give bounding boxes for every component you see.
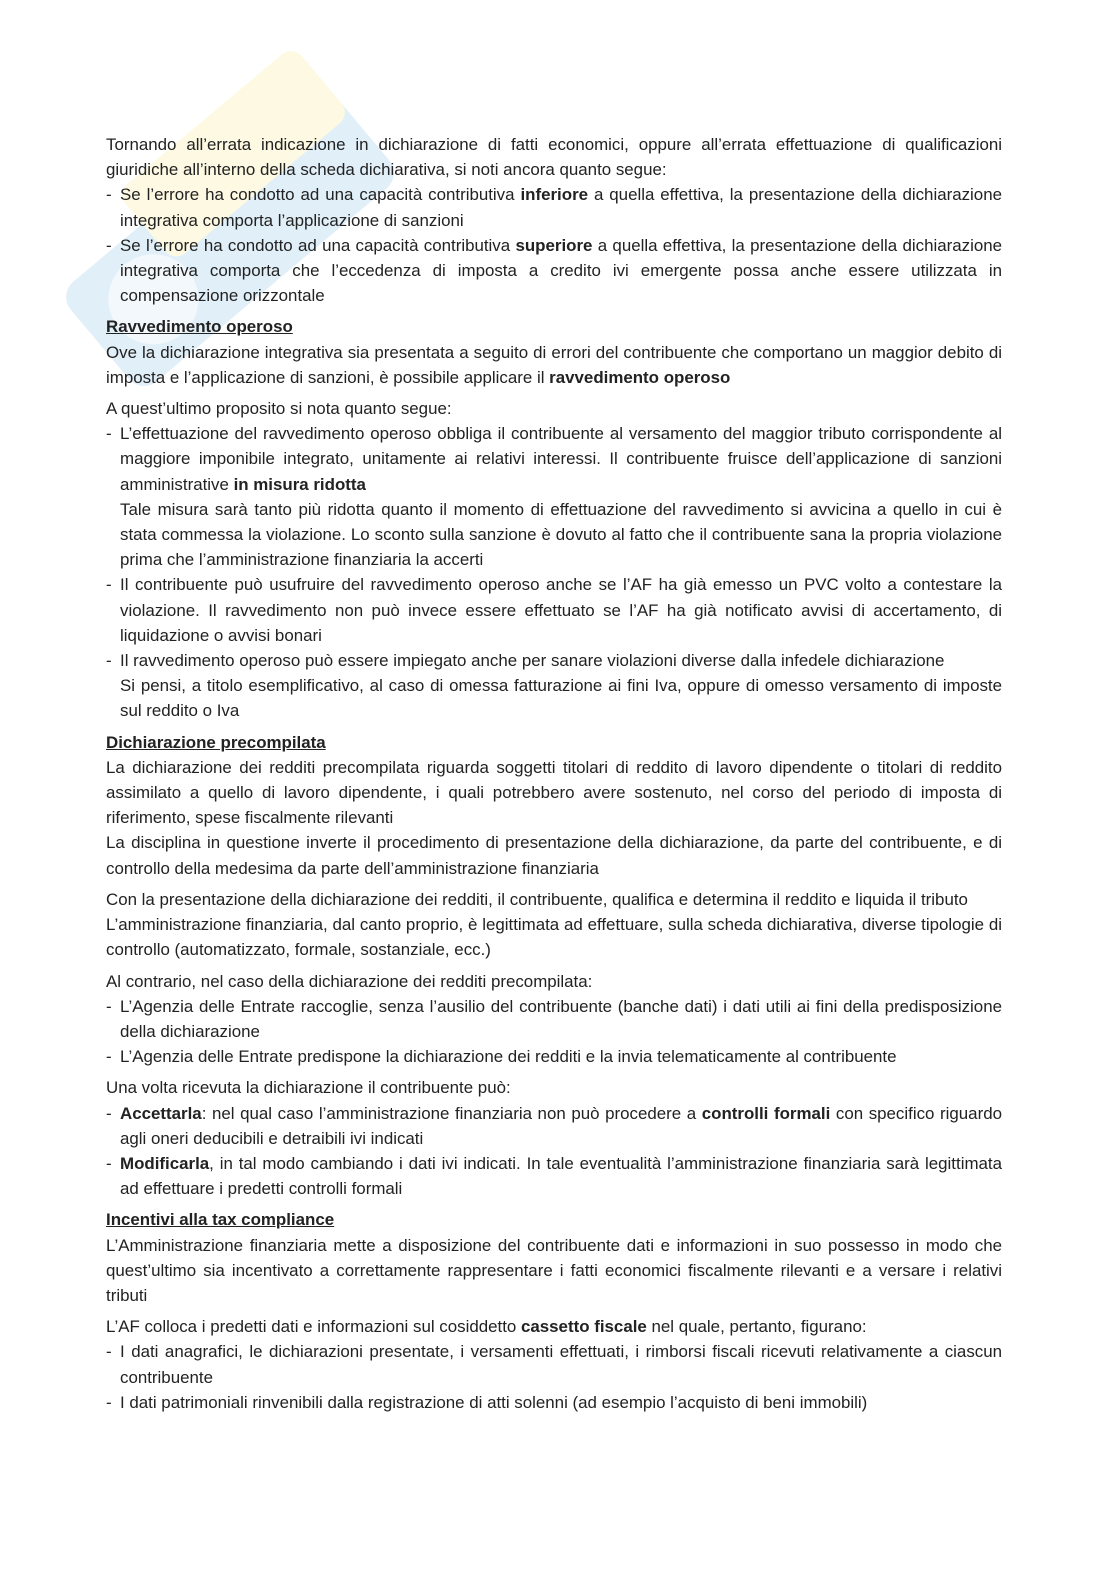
list-errors <box>106 182 1002 308</box>
list-item: - I dati anagrafici, le dichiarazioni presentate, i versamenti effettuati, i rimborsi fiscali ricevuti relativamente a ciascun contribuente <box>106 1339 1002 1389</box>
list-item: - I dati patrimoniali rinvenibili dalla registrazione di atti solenni (ad esempio l’acquisto di beni immobili) <box>106 1390 1002 1415</box>
heading-incentivi: Incentivi alla tax compliance <box>106 1210 335 1230</box>
list-item: - Modificarla, in tal modo cambiando i dati ivi indicati. In tale eventualità l’amministrazione finanziaria sarà legittimata ad effettuare i predetti controlli formali <box>106 1151 1002 1201</box>
list-item: - Il contribuente può usufruire del ravvedimento operoso anche se l’AF ha già emesso un PVC volto a contestare la violazione. Il ravvedimento non può invece essere effettuato se l’AF ha già notificato avvisi di accertamento, di liquidazione o avvisi bonari <box>106 572 1002 648</box>
list-item: - Il ravvedimento operoso può essere impiegato anche per sanare violazioni diverse dalla infedele dichiarazione Si pensi, a titolo esemplificativo, al caso di omessa fatturazione ai fini Iva, oppure di omesso versamento di imposte sul reddito o Iva <box>106 648 1002 724</box>
paragraph: L’amministrazione finanziaria, dal canto proprio, è legittimata ad effettuare, sulla scheda dichiarativa, diverse tipologie di controllo (automatizzato, formale, sostanziale, ecc.) <box>106 915 1002 960</box>
paragraph: La disciplina in questione inverte il procedimento di presentazione della dichiarazione, da parte del contribuente, e di controllo della medesima da parte dell’amministrazione finanziaria <box>106 833 1002 878</box>
list-item: - Se l’errore ha condotto ad una capacità contributiva superiore a quella effettiva, la presentazione della dichiarazione integrativa comporta che l’eccedenza di imposta a credito ivi emergente possa anche essere utilizzata in compensazione orizzontale <box>106 233 1002 309</box>
paragraph: La dichiarazione dei redditi precompilata riguarda soggetti titolari di reddito di lavoro dipendente o titolari di reddito assimilato a quello di lavoro dipendente, i quali potrebbero avere sostenuto, nel corso del periodo di imposta di riferimento, spese fiscalmente rilevanti <box>106 757 1002 828</box>
paragraph: Una volta ricevuta la dichiarazione il contribuente può: <box>106 1078 511 1098</box>
list-item: - L’Agenzia delle Entrate predispone la dichiarazione dei redditi e la invia telematicamente al contribuente <box>106 1044 1002 1069</box>
paragraph: L’AF colloca i predetti dati e informazioni sul cosiddetto cassetto fiscale nel quale, pertanto, figurano: <box>106 1317 867 1337</box>
list-item: - L’Agenzia delle Entrate raccoglie, senza l’ausilio del contribuente (banche dati) i dati utili ai fini della predisposizione della dichiarazione <box>106 994 1002 1044</box>
paragraph: Tornando all’errata indicazione in dichiarazione di fatti economici, oppure all’errata effettuazione di qualificazioni giuridiche all’interno della scheda dichiarativa, si noti ancora quanto segue: <box>106 135 1002 180</box>
paragraph: A quest’ultimo proposito si nota quanto segue: <box>106 399 452 419</box>
list-options <box>106 1101 1002 1202</box>
list-cassetto <box>106 1339 1002 1415</box>
list-item: - Accettarla: nel qual caso l’amministrazione finanziaria non può procedere a controlli formali con specifico riguardo agli oneri deducibili e detraibili ivi indicati <box>106 1101 1002 1151</box>
list-item: - Se l’errore ha condotto ad una capacità contributiva inferiore a quella effettiva, la presentazione della dichiarazione integrativa comporta l’applicazione di sanzioni <box>106 182 1002 232</box>
document-body <box>106 132 1002 1421</box>
list-precompilata <box>106 994 1002 1070</box>
heading-ravvedimento: Ravvedimento operoso <box>106 317 293 337</box>
paragraph: L’Amministrazione finanziaria mette a disposizione del contribuente dati e informazioni in suo possesso in modo che quest’ultimo sia incentivato a correttamente rappresentare i fatti economici fiscalmente rilevanti e a versare i relativi tributi <box>106 1235 1002 1305</box>
paragraph: Con la presentazione della dichiarazione dei redditi, il contribuente, qualifica e determina il reddito e liquida il tributo <box>106 889 968 909</box>
paragraph: Ove la dichiarazione integrativa sia presentata a seguito di errori del contribuente che comportano un maggior debito di imposta e l’applicazione di sanzioni, è possibile applicare il ravvedimento operoso <box>106 342 1002 387</box>
heading-precompilata: Dichiarazione precompilata <box>106 732 326 752</box>
list-ravvedimento <box>106 421 1002 723</box>
paragraph: Al contrario, nel caso della dichiarazione dei redditi precompilata: <box>106 971 593 991</box>
list-item: - L’effettuazione del ravvedimento operoso obbliga il contribuente al versamento del maggior tributo corrispondente al maggiore imponibile integrato, unitamente ai relativi interessi. Il contribuente fruisce dell’applicazione di sanzioni amministrative in misura ridotta Tale misura sarà tanto più ridotta quanto il momento di effettuazione del ravvedimento si avvicina a quello in cui è stata commessa la violazione. Lo sconto sulla sanzione è dovuto al fatto che il contribuente sana la propria violazione prima che l’amministrazione finanziaria la accerti <box>106 421 1002 572</box>
